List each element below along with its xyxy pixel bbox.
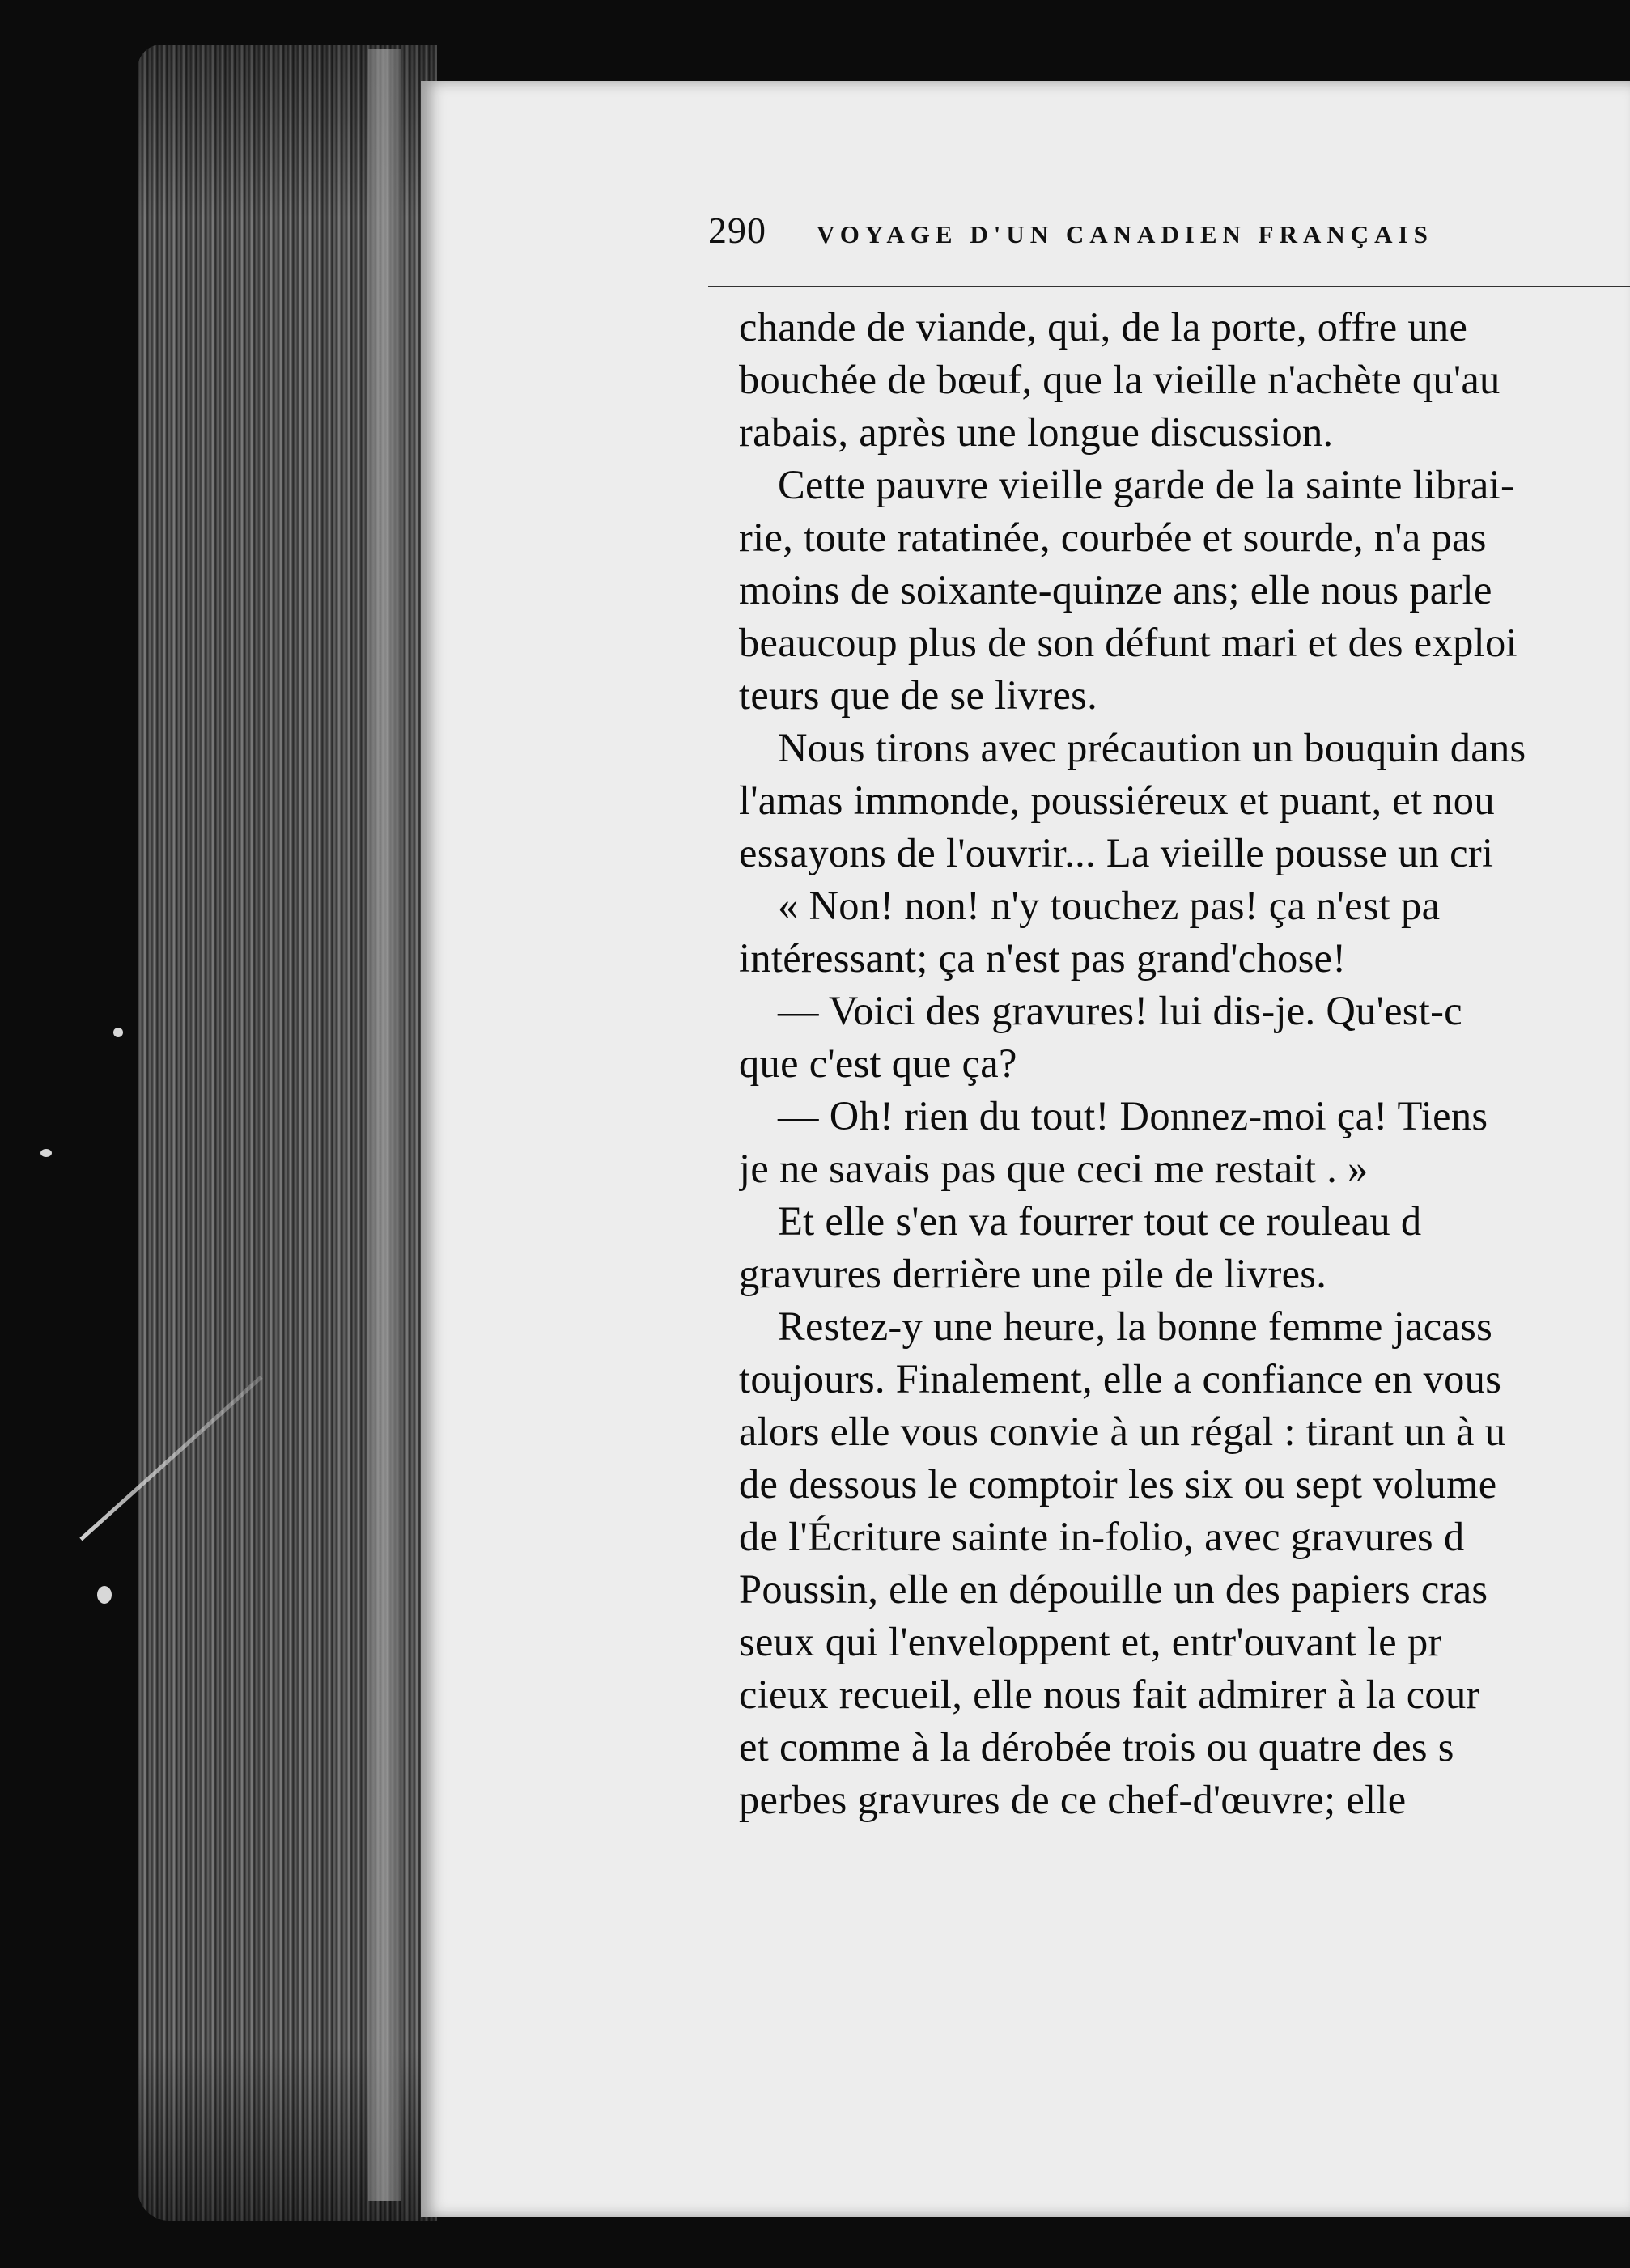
text-line: rabais, après une longue discussion.	[739, 409, 1334, 455]
scan-speck	[113, 1028, 123, 1037]
text-line: Restez-y une heure, la bonne femme jacass	[778, 1304, 1493, 1349]
text-line: Et elle s'en va fourrer tout ce rouleau d	[778, 1198, 1422, 1244]
text-line: et comme à la dérobée trois ou quatre des s	[739, 1724, 1454, 1770]
text-line: Poussin, elle en dépouille un des papiers cras	[739, 1566, 1488, 1612]
header-rule	[708, 286, 1630, 287]
text-line: de dessous le comptoir les six ou sept volume	[739, 1461, 1497, 1507]
text-line: Nous tirons avec précaution un bouquin dans	[778, 725, 1526, 770]
scan-speck	[97, 1586, 112, 1604]
text-line: cieux recueil, elle nous fait admirer à la cour	[739, 1672, 1480, 1717]
text-line: — Voici des gravures! lui dis-je. Qu'est-c	[778, 988, 1462, 1033]
body-text	[739, 301, 1630, 1826]
scan-speck	[40, 1149, 52, 1157]
text-line: — Oh! rien du tout! Donnez-moi ça! Tiens	[778, 1093, 1488, 1138]
text-line: chande de viande, qui, de la porte, offre une	[739, 304, 1468, 350]
text-line: de l'Écriture sainte in-folio, avec gravures d	[739, 1514, 1465, 1559]
text-line: seux qui l'enveloppent et, entr'ouvant le pr	[739, 1619, 1442, 1664]
text-line: essayons de l'ouvrir... La vieille pousse un cri	[739, 830, 1494, 875]
page-number: 290	[708, 210, 766, 251]
text-line: gravures derrière une pile de livres.	[739, 1251, 1327, 1296]
text-line: que c'est que ça?	[739, 1041, 1017, 1086]
text-line: teurs que de se livres.	[739, 672, 1098, 718]
text-line: perbes gravures de ce chef-d'œuvre; elle	[739, 1777, 1407, 1822]
text-line: « Non! non! n'y touchez pas! ça n'est pa	[778, 883, 1441, 928]
text-line: moins de soixante-quinze ans; elle nous parle	[739, 567, 1492, 613]
text-line: beaucoup plus de son défunt mari et des exploi	[739, 620, 1518, 665]
text-line: toujours. Finalement, elle a confiance en vous	[739, 1356, 1502, 1401]
running-title: VOYAGE D'UN CANADIEN FRANÇAIS	[817, 220, 1433, 248]
running-head	[708, 209, 1433, 252]
text-line: Cette pauvre vieille garde de la sainte librai-	[778, 462, 1515, 507]
text-line: alors elle vous convie à un régal : tirant un à u	[739, 1409, 1506, 1454]
text-line: rie, toute ratatinée, courbée et sourde, n'a pas	[739, 515, 1487, 560]
book-page	[421, 81, 1630, 2217]
text-line: l'amas immonde, poussiéreux et puant, et nou	[739, 778, 1495, 823]
text-line: je ne savais pas que ceci me restait . »	[739, 1146, 1369, 1191]
text-line: intéressant; ça n'est pas grand'chose!	[739, 935, 1347, 981]
text-line: bouchée de bœuf, que la vieille n'achète qu'au	[739, 357, 1501, 402]
page-edge-highlight	[368, 49, 401, 2201]
